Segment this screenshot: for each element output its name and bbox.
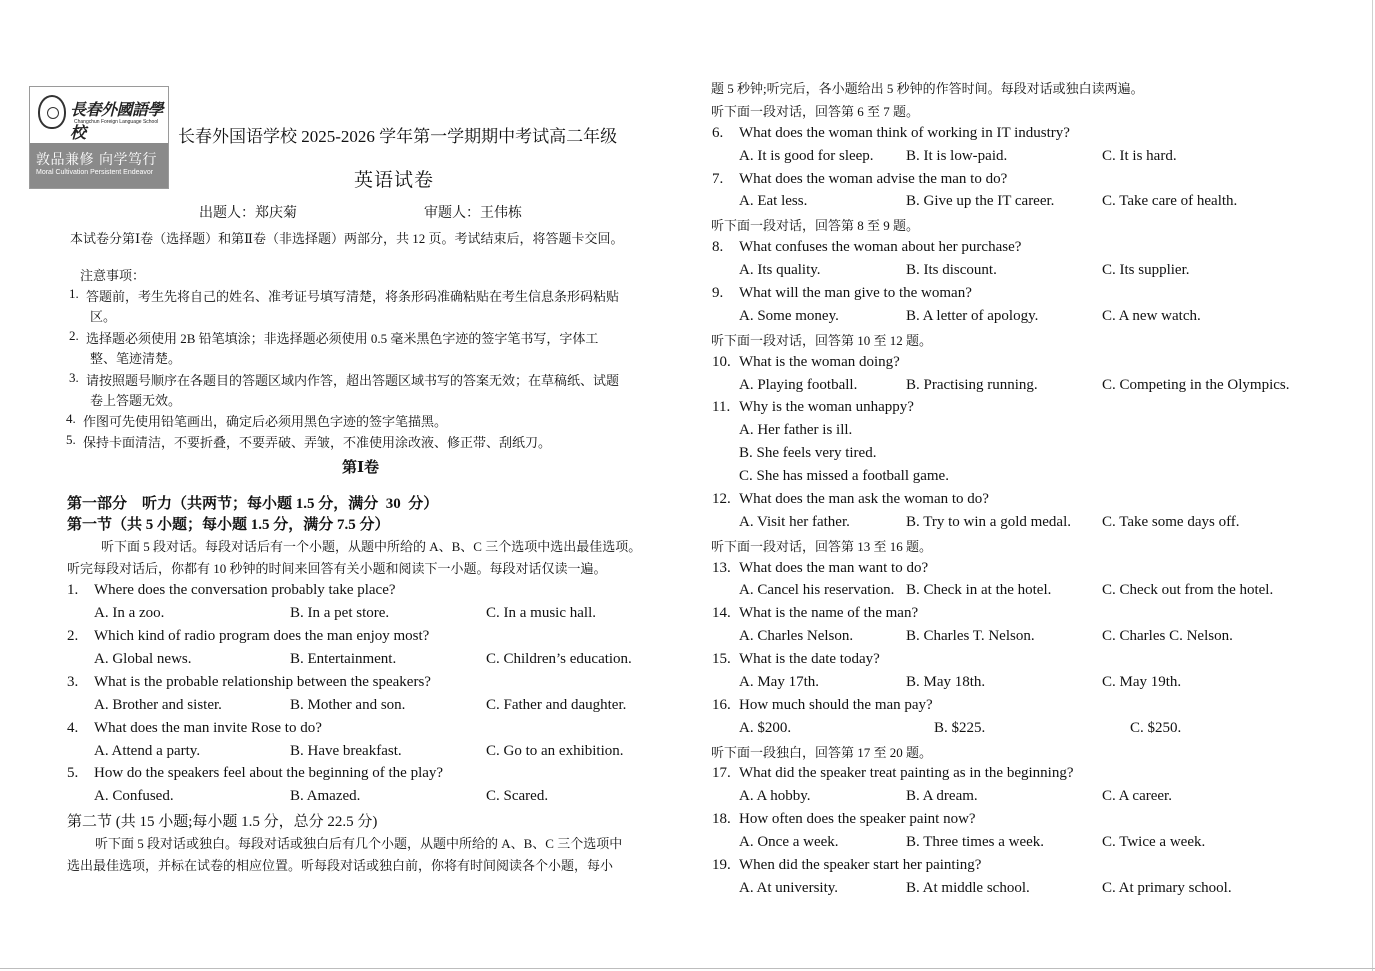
note-number: 4. xyxy=(66,411,76,426)
exam-author: 出题人：郑庆菊 xyxy=(199,206,297,221)
option-b: B. Mother and son. xyxy=(290,697,406,713)
option-c: C. Take some days off. xyxy=(1102,514,1240,530)
option-c: C. Competing in the Olympics. xyxy=(1102,377,1290,393)
option-b: B. Give up the IT career. xyxy=(906,193,1055,209)
logo-school-name: 長春外國語學校 xyxy=(70,102,164,142)
section2-heading: 第二节 (共 15 小题;每小题 1.5 分，总分 22.5 分) xyxy=(67,814,378,830)
option-c: C. Its supplier. xyxy=(1102,262,1190,278)
option-c: C. Take care of health. xyxy=(1102,193,1238,209)
option-c: C. $250. xyxy=(1130,720,1182,736)
section1-instruction: 听完每段对话后，你都有 10 秒钟的时间来回答有关小题和阅读下一小题。每段对话仅读一遍。 xyxy=(67,561,607,576)
question-number: 11. xyxy=(712,399,731,415)
option-b: B. She feels very tired. xyxy=(739,445,877,461)
option-c: C. May 19th. xyxy=(1102,674,1182,690)
option-c: C. A new watch. xyxy=(1102,308,1201,324)
question-number: 14. xyxy=(712,605,731,621)
dialog-note: 听下面一段对话，回答第 13 至 16 题。 xyxy=(711,539,933,554)
school-logo xyxy=(29,86,169,189)
question-text: What does the woman advise the man to do? xyxy=(739,171,1008,187)
note-text: 请按照题号顺序在各题目的答题区域内作答，超出答题区域书写的答案无效；在草稿纸、试题 xyxy=(86,373,620,388)
question-text: What does the woman think of working in IT industry? xyxy=(739,125,1070,141)
question-text: Which kind of radio program does the man enjoy most? xyxy=(94,628,430,644)
option-a: A. It is good for sleep. xyxy=(739,148,874,164)
option-a: A. Playing football. xyxy=(739,377,858,393)
logo-top-panel xyxy=(30,87,168,143)
question-number: 4. xyxy=(67,720,79,736)
option-c: C. She has missed a football game. xyxy=(739,468,949,484)
question-number: 6. xyxy=(712,125,724,141)
note-text: 保持卡面清洁，不要折叠，不要弄破、弄皱，不准使用涂改液、修正带、刮纸刀。 xyxy=(83,435,552,450)
option-a: A. May 17th. xyxy=(739,674,819,690)
question-number: 7. xyxy=(712,171,724,187)
part-heading: 第一部分 听力（共两节；每小题 1.5 分，满分 30 分） xyxy=(67,496,439,512)
question-text: What will the man give to the woman? xyxy=(739,285,972,301)
option-a: A. In a zoo. xyxy=(94,605,165,621)
option-a: A. Its quality. xyxy=(739,262,821,278)
option-a: A. Attend a party. xyxy=(94,743,201,759)
question-text: What is the woman doing? xyxy=(739,354,900,370)
question-number: 5. xyxy=(67,765,79,781)
option-c: C. Children’s education. xyxy=(486,651,632,667)
option-c: C. A career. xyxy=(1102,788,1172,804)
question-text: How much should the man pay? xyxy=(739,697,933,713)
exam-intro: 本试卷分第Ⅰ卷（选择题）和第Ⅱ卷（非选择题）两部分，共 12 页。考试结束后，将答题卡交回。 xyxy=(70,231,624,246)
note-number: 1. xyxy=(69,286,79,301)
note-text-cont: 卷上答题无效。 xyxy=(90,393,182,408)
option-a: A. A hobby. xyxy=(739,788,811,804)
option-b: B. In a pet store. xyxy=(290,605,390,621)
page-edge xyxy=(1372,0,1373,971)
question-number: 16. xyxy=(712,697,731,713)
option-b: B. $225. xyxy=(934,720,986,736)
logo-motto: 敦品兼修 向学笃行 xyxy=(36,152,157,168)
option-a: A. Visit her father. xyxy=(739,514,850,530)
note-number: 2. xyxy=(69,328,79,343)
question-number: 13. xyxy=(712,560,731,576)
question-text: What is the probable relationship between the speakers? xyxy=(94,674,431,690)
section2-instruction: 听下面 5 段对话或独白。每段对话或独白后有几个小题，从题中所给的 A、B、C 三个选项中 xyxy=(95,836,623,851)
exam-subject: 英语试卷 xyxy=(354,170,435,191)
option-c: C. It is hard. xyxy=(1102,148,1177,164)
option-a: A. Cancel his reservation. xyxy=(739,582,895,598)
question-number: 18. xyxy=(712,811,731,827)
option-a: A. Eat less. xyxy=(739,193,808,209)
question-number: 12. xyxy=(712,491,731,507)
exam-reviewer: 审题人：王伟栋 xyxy=(424,206,522,221)
option-a: A. Charles Nelson. xyxy=(739,628,854,644)
option-b: B. Its discount. xyxy=(906,262,997,278)
question-number: 17. xyxy=(712,765,731,781)
option-c: C. At primary school. xyxy=(1102,880,1232,896)
question-text: Why is the woman unhappy? xyxy=(739,399,914,415)
option-a: A. Global news. xyxy=(94,651,192,667)
option-c: C. Twice a week. xyxy=(1102,834,1206,850)
dialog-note: 听下面一段对话，回答第 10 至 12 题。 xyxy=(711,333,933,348)
option-c: C. In a music hall. xyxy=(486,605,596,621)
section1-instruction: 听下面 5 段对话。每段对话后有一个小题，从题中所给的 A、B、C 三个选项中选出最佳选项。 xyxy=(101,539,642,554)
option-b: B. It is low-paid. xyxy=(906,148,1008,164)
option-c: C. Check out from the hotel. xyxy=(1102,582,1274,598)
note-text-cont: 整、笔迹清楚。 xyxy=(90,351,182,366)
logo-motto-panel xyxy=(30,143,168,188)
question-text: What does the man ask the woman to do? xyxy=(739,491,989,507)
question-text: How do the speakers feel about the beginning of the play? xyxy=(94,765,444,781)
option-c: C. Charles C. Nelson. xyxy=(1102,628,1233,644)
note-number: 3. xyxy=(69,370,79,385)
option-b: B. Try to win a gold medal. xyxy=(906,514,1072,530)
volume-heading: 第Ⅰ卷 xyxy=(342,460,380,476)
option-b: B. A dream. xyxy=(906,788,978,804)
note-number: 5. xyxy=(66,432,76,447)
question-number: 2. xyxy=(67,628,79,644)
note-text: 作图可先使用铅笔画出，确定后必须用黑色字迹的签字笔描黑。 xyxy=(83,414,448,429)
option-b: B. At middle school. xyxy=(906,880,1030,896)
option-a: A. $200. xyxy=(739,720,792,736)
option-a: A. At university. xyxy=(739,880,839,896)
question-number: 9. xyxy=(712,285,724,301)
option-a: A. Once a week. xyxy=(739,834,839,850)
question-number: 15. xyxy=(712,651,731,667)
dialog-note: 听下面一段对话，回答第 8 至 9 题。 xyxy=(711,218,920,233)
note-text-cont: 区。 xyxy=(90,309,117,324)
note-text: 答题前，考生先将自己的姓名、准考证号填写清楚，将条形码准确粘贴在考生信息条形码粘贴 xyxy=(86,289,620,304)
page-bottom-rule xyxy=(0,968,1375,969)
question-number: 1. xyxy=(67,582,79,598)
question-number: 10. xyxy=(712,354,731,370)
option-a: A. Confused. xyxy=(94,788,174,804)
option-b: B. May 18th. xyxy=(906,674,986,690)
question-number: 8. xyxy=(712,239,724,255)
question-text: What did the speaker treat painting as in the beginning? xyxy=(739,765,1074,781)
option-c: C. Father and daughter. xyxy=(486,697,627,713)
question-text: When did the speaker start her painting? xyxy=(739,857,982,873)
notes-title: 注意事项： xyxy=(80,268,146,283)
question-text: What is the name of the man? xyxy=(739,605,919,621)
question-number: 3. xyxy=(67,674,79,690)
question-text: What does the man invite Rose to do? xyxy=(94,720,322,736)
exam-title: 长春外国语学校 2025-2026 学年第一学期期中考试高二年级 xyxy=(178,127,618,146)
option-b: B. Charles T. Nelson. xyxy=(906,628,1035,644)
option-b: B. Have breakfast. xyxy=(290,743,402,759)
question-number: 19. xyxy=(712,857,731,873)
question-text: Where does the conversation probably take place? xyxy=(94,582,396,598)
option-b: B. Check in at the hotel. xyxy=(906,582,1052,598)
note-text: 选择题必须使用 2B 铅笔填涂；非选择题必须使用 0.5 毫米黑色字迹的签字笔书写，字体工 xyxy=(86,331,599,346)
question-text: What does the man want to do? xyxy=(739,560,929,576)
question-text: How often does the speaker paint now? xyxy=(739,811,976,827)
option-b: B. A letter of apology. xyxy=(906,308,1039,324)
dialog-note: 听下面一段独白，回答第 17 至 20 题。 xyxy=(711,745,933,760)
section1-heading: 第一节（共 5 小题；每小题 1.5 分，满分 7.5 分） xyxy=(67,517,390,533)
option-a: A. Brother and sister. xyxy=(94,697,222,713)
question-text: What is the date today? xyxy=(739,651,880,667)
school-seal-icon xyxy=(38,95,66,129)
option-b: B. Practising running. xyxy=(906,377,1038,393)
question-text: What confuses the woman about her purchase? xyxy=(739,239,1022,255)
logo-motto-en: Moral Cultivation Persistent Endeavor xyxy=(36,169,154,176)
option-a: A. Some money. xyxy=(739,308,839,324)
section2-instruction: 选出最佳选项，并标在试卷的相应位置。听每段对话或独白前，你将有时间阅读各个小题，每小 xyxy=(67,858,614,873)
logo-school-name-en: Changchun Foreign Language School xyxy=(74,119,159,125)
option-c: C. Go to an exhibition. xyxy=(486,743,624,759)
option-b: B. Amazed. xyxy=(290,788,361,804)
option-c: C. Scared. xyxy=(486,788,549,804)
dialog-note: 听下面一段对话，回答第 6 至 7 题。 xyxy=(711,104,920,119)
section2-instruction: 题 5 秒钟;听完后，各小题给出 5 秒钟的作答时间。每段对话或独白读两遍。 xyxy=(711,81,1144,96)
option-b: B. Three times a week. xyxy=(906,834,1045,850)
option-a: A. Her father is ill. xyxy=(739,422,853,438)
option-b: B. Entertainment. xyxy=(290,651,397,667)
